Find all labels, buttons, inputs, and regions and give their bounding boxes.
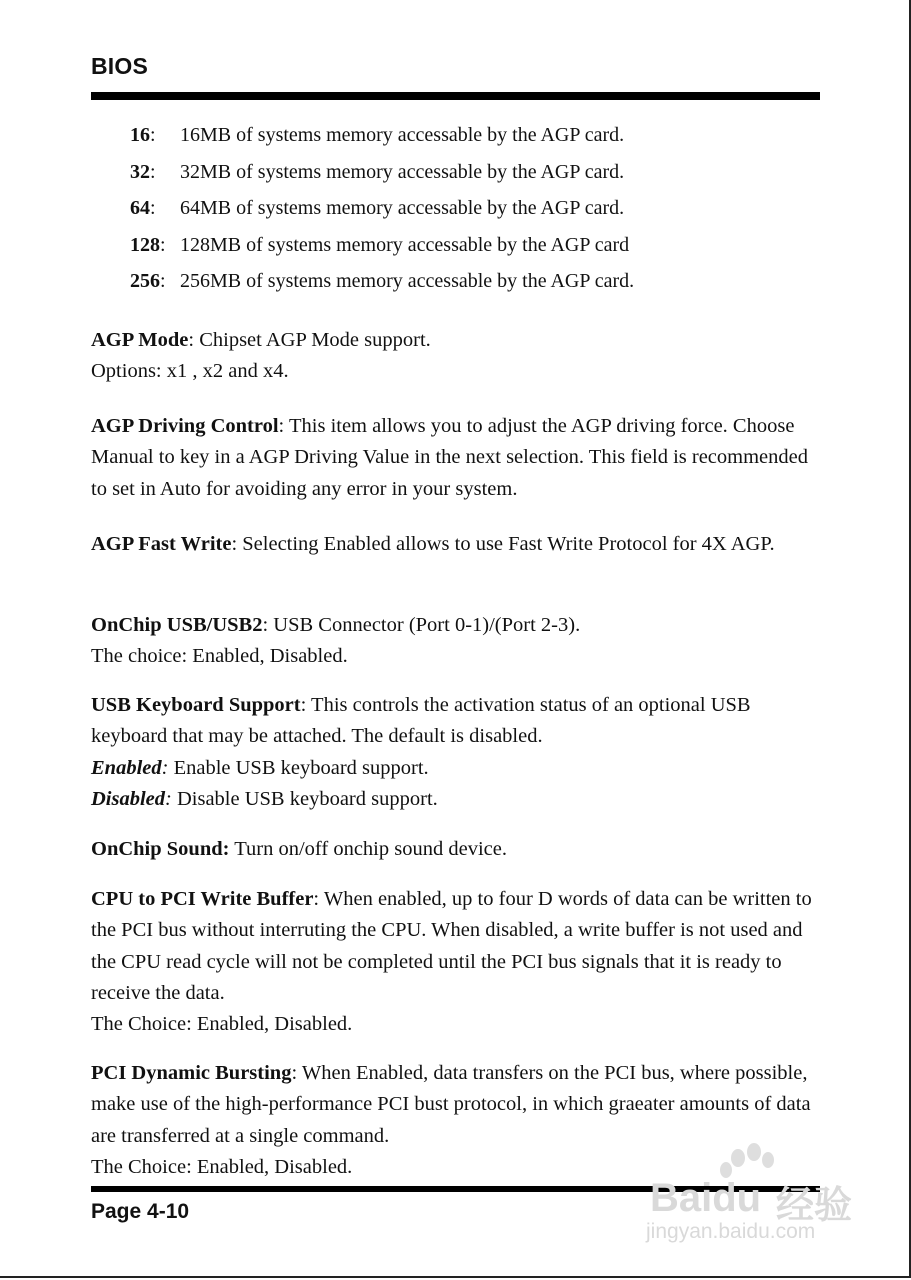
usb-keyboard-text: : This controls the activation status of an optional USB keyboard that may be attached. The default is disabled. [91, 694, 751, 748]
watermark-brand: Baidu [650, 1176, 762, 1220]
size-desc: 64MB of systems memory accessable by the AGP card. [180, 197, 625, 219]
size-desc: 128MB of systems memory accessable by the AGP card [180, 233, 630, 256]
size-colon: : [160, 233, 166, 256]
list-item [130, 266, 635, 303]
cpu-pci-buffer-choice: The Choice: Enabled, Disabled. [91, 1013, 353, 1036]
term-pci-dynamic-bursting: PCI Dynamic Bursting [91, 1062, 292, 1084]
agp-mode-options: Options: x1 , x2 and x4. [91, 360, 289, 383]
size-desc: 32MB of systems memory accessable by the AGP card. [180, 160, 625, 183]
baidu-watermark [640, 1138, 870, 1248]
term-agp-mode: AGP Mode [91, 329, 189, 351]
size-key: 16 [130, 124, 150, 146]
section-agp-driving-control [91, 411, 821, 505]
section-agp-fast-write [91, 529, 821, 560]
list-item [130, 157, 625, 194]
section-cpu-pci-write-buffer [91, 884, 821, 1040]
section-agp-mode [91, 325, 821, 388]
agp-driving-text: : This item allows you to adjust the AGP driving force. Choose Manual to key in a AGP Driving Value in the next selection. This field is recommended to set in Auto for avoiding any error in your system. [91, 415, 808, 500]
list-item [130, 193, 625, 230]
section-onchip-usb [91, 610, 821, 673]
term-disabled: Disabled [91, 787, 166, 810]
size-key: 64 [130, 197, 150, 219]
onchip-sound-text: Turn on/off onchip sound device. [229, 838, 507, 860]
list-item [130, 120, 625, 157]
disabled-colon: : [165, 787, 172, 810]
onchip-usb-choice: The choice: Enabled, Disabled. [91, 645, 348, 668]
term-agp-fast-write: AGP Fast Write [91, 533, 232, 555]
size-key: 256 [130, 270, 160, 292]
section-usb-keyboard [91, 690, 821, 815]
disabled-text: Disable USB keyboard support. [171, 787, 438, 810]
page-number: Page 4-10 [91, 1200, 190, 1223]
size-desc: 16MB of systems memory accessable by the AGP card. [180, 124, 625, 146]
agp-fast-write-text: : Selecting Enabled allows to use Fast Write Protocol for 4X AGP. [231, 533, 775, 555]
cpu-pci-buffer-text: : When enabled, up to four D words of data can be written to the PCI bus without interruting the CPU. When disabled, a write buffer is not used and the CPU read cycle will not be completed until the PCI bus signals that it is ready to receive the data. [91, 888, 812, 1004]
page-header-title: BIOS [91, 53, 149, 79]
watermark-url: jingyan.baidu.com [646, 1220, 816, 1243]
list-item [130, 230, 630, 267]
size-desc: 256MB of systems memory accessable by the AGP card. [180, 270, 635, 292]
pci-bursting-text: : When Enabled, data transfers on the PCI bus, where possible, make use of the high-performance PCI bust protocol, in which graeater amounts of data are transferred at a single command. [91, 1062, 811, 1147]
size-colon: : [150, 160, 156, 183]
agp-mode-text: : Chipset AGP Mode support. [188, 329, 431, 351]
size-colon: : [160, 270, 166, 292]
header-rule [91, 92, 820, 100]
onchip-usb-text: : USB Connector (Port 0-1)/(Port 2-3). [262, 614, 581, 636]
size-colon: : [150, 124, 156, 146]
size-key: 128 [130, 233, 160, 256]
section-onchip-sound [91, 834, 821, 865]
pci-bursting-choice: The Choice: Enabled, Disabled. [91, 1155, 353, 1178]
size-colon: : [150, 197, 156, 219]
term-agp-driving-control: AGP Driving Control [91, 415, 279, 437]
enabled-text: Enable USB keyboard support. [168, 756, 429, 779]
term-onchip-sound: OnChip Sound: [91, 838, 230, 860]
term-cpu-pci-write-buffer: CPU to PCI Write Buffer [91, 888, 314, 910]
watermark-cn: 经验 [776, 1185, 853, 1227]
aperture-size-list [130, 120, 635, 303]
enabled-colon: : [161, 756, 169, 779]
term-enabled: Enabled [91, 756, 162, 779]
size-key: 32 [130, 160, 150, 183]
term-onchip-usb: OnChip USB/USB2 [91, 614, 263, 636]
term-usb-keyboard: USB Keyboard Support [91, 694, 301, 716]
